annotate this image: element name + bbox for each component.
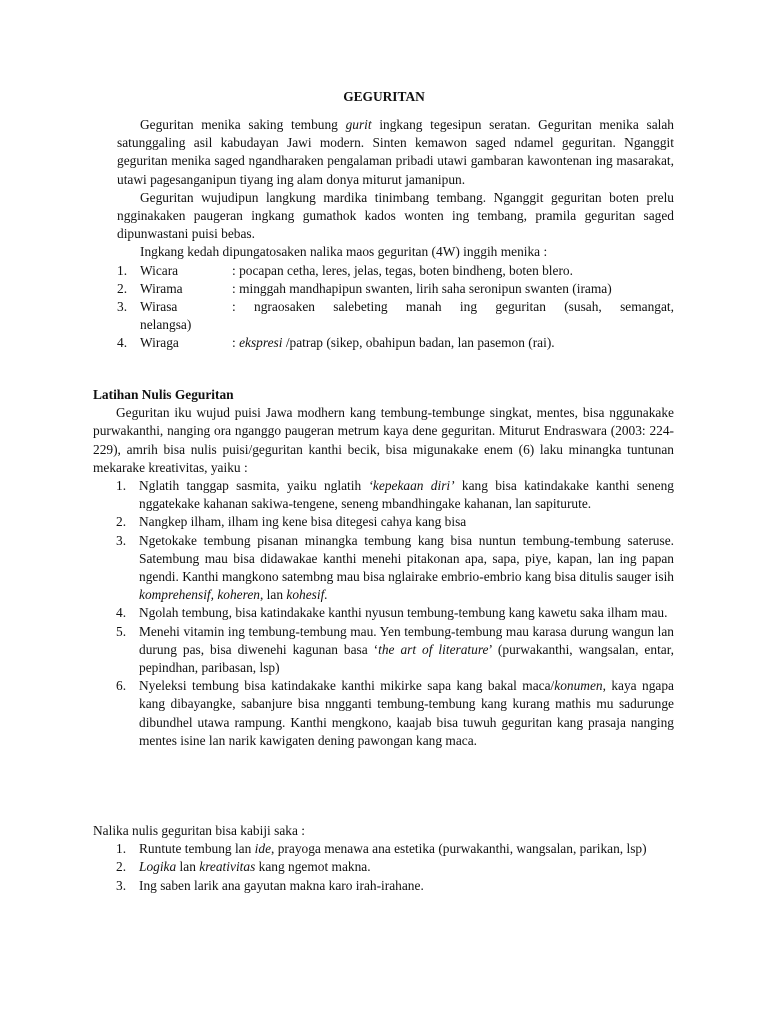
w-description: : pocapan cetha, leres, jelas, tegas, boten bindheng, boten blero. — [232, 262, 573, 278]
latihan-section — [93, 386, 674, 750]
list-number: 3. — [117, 299, 128, 315]
w-term: Wirama — [140, 280, 183, 296]
list-number: 2. — [117, 280, 128, 296]
w-description: : minggah mandhapipun swanten, lirih saha seronipun swanten (irama) — [232, 280, 612, 296]
list-item — [116, 877, 674, 895]
w-description — [232, 334, 674, 352]
nalika-intro: Nalika nulis geguritan bisa kabiji saka : — [93, 823, 305, 838]
w-list-item — [117, 280, 674, 298]
text-run: kang bisa katindakake kanthi seneng nggatekake kahanan sakiwa-tengene, seneng mbandhingake kahanan, lan sapiturute. — [139, 478, 674, 512]
italic-term: the art of literature — [378, 641, 489, 657]
w-list-item — [117, 334, 674, 352]
text-run: , lan — [259, 587, 287, 603]
text-run: ingkang tegesipun seratan. Geguritan menika salah satunggaling asil kabudayan Jawi modern. Sinten kemawon saged ndamel geguritan. Nganggit geguritan menika saged ngandharaken pengalaman pribadi utawi gambaran kawontenan ing masarakat, utawi pagesanganipun tiyang ing alam donya miturut jamanipun. — [117, 117, 675, 187]
list-number: 1. — [116, 478, 127, 494]
w-description-continuation: nelangsa) — [140, 317, 192, 333]
text-run: /patrap (sikep, obahipun badan, lan pasemon (rai). — [282, 335, 555, 351]
intro-paragraph-2: Geguritan wujudipun langkung mardika tinimbang tembang. Nganggit geguritan boten prelu ngginakaken paugeran ingkang gumathok kados wonten ing tembang, pramila geguritan saged dipunwastani puisi bebas. — [117, 189, 674, 242]
list-number: 4. — [117, 335, 128, 351]
list-item — [116, 840, 674, 858]
list-item — [116, 677, 674, 750]
w-list-item — [117, 298, 674, 316]
text-run: Menehi vitamin ing tembung-tembung mau. Yen tembung-tembung mau karasa durung wangun lan durung pas, bisa diwenehi kagunan basa ‘ — [139, 623, 674, 657]
text-run: : — [232, 335, 240, 351]
text-run: ’ (purwakanthi, wangsalan, entar, pepindhan, paribasan, lsp) — [139, 641, 675, 676]
list-item — [116, 477, 674, 513]
nalika-section — [93, 822, 674, 895]
text-run: Nglatih tanggap sasmita, yaiku nglatih — [139, 478, 369, 494]
text-run: Nyeleksi tembung bisa katindakake kanthi mikirke sapa kang bakal maca/ — [139, 678, 555, 694]
list-number: 1. — [117, 262, 128, 278]
list-number: 4. — [116, 605, 127, 621]
list-number: 6. — [116, 678, 127, 694]
italic-term: ‘kepekaan diri’ — [368, 478, 455, 494]
text-run: Ngetokake tembung pisanan minangka tembung kang bisa nuntun tembung-tembung sateruse. Satembung mau bisa didawakae kanthi menehi pitakonan apa, sapa, piye, kapan, lan ing papan ngendi. Kanthi mangkono satembng mau bisa nglairake embrio-embrio kang bisa ditulis sauger isih — [139, 532, 674, 585]
text-run: Ngolah tembung, bisa katindakake kanthi nyusun tembung-tembung kang kawetu saka ilham mau. — [139, 605, 668, 621]
list-number: 2. — [116, 514, 127, 530]
list-number: 3. — [116, 532, 127, 548]
italic-term: kreativitas — [199, 859, 256, 875]
list-number: 1. — [116, 841, 127, 857]
w-description: : ngraosaken salebeting manah ing geguritan (susah, semangat, — [232, 299, 674, 315]
italic-term: komprehensif, koheren — [139, 587, 260, 603]
intro-paragraph-3: Ingkang kedah dipungatosaken nalika maos geguritan (4W) inggih menika : — [140, 244, 548, 260]
text-run: kang ngemot makna. — [255, 859, 371, 875]
list-item — [116, 623, 674, 678]
italic-term: konumen — [554, 678, 603, 694]
w-term: Wiraga — [140, 335, 179, 351]
intro-section — [117, 116, 674, 353]
italic-term: kohesif. — [286, 587, 328, 603]
list-item — [116, 858, 674, 876]
w-term: Wirasa — [140, 299, 178, 315]
w-list-item — [117, 262, 674, 280]
text-run: Runtute tembung lan — [139, 841, 255, 857]
list-item — [116, 604, 674, 622]
text-run: , kaya ngapa kang dibayangke, sabanjure bisa nngganti tembung-tembung kang kurang mathis mu sadurunge dibundhel utawa rampung. Kanthi mengkono, kaajab bisa tuwuh geguritan kang prasaja nanging mentes isine lan narik kawigaten dening pawongan kang maca. — [139, 678, 674, 748]
list-number: 2. — [116, 859, 127, 875]
latihan-paragraph: Geguritan iku wujud puisi Jawa modhern kang tembung-tembunge singkat, mentes, bisa nggunakake purwakanthi, nanging ora nganggo paugeran metrum kaya dene geguritan. Miturut Endraswara (2003: 224-229), amrih bisa nulis puisi/geguritan kanthi becik, bisa migunakake enem (6) laku minangka tuntunan mekarake kreativitas, yaiku : — [93, 405, 674, 475]
list-item — [116, 532, 674, 605]
w-term: Wicara — [140, 262, 179, 278]
italic-term: gurit — [345, 117, 372, 132]
text-run: Nangkep ilham, ilham ing kene bisa ditegesi cahya kang bisa — [139, 514, 467, 530]
section-heading: Latihan Nulis Geguritan — [93, 387, 234, 402]
text-run: Ing saben larik ana gayutan makna karo irah-irahane. — [139, 877, 424, 893]
text-run: , prayoga menawa ana estetika (purwakanthi, wangsalan, parikan, lsp) — [271, 841, 647, 857]
list-item — [116, 513, 674, 531]
list-number: 3. — [116, 877, 127, 893]
text-run: Geguritan menika saking tembung — [140, 117, 346, 132]
italic-term: ekspresi — [239, 335, 283, 351]
italic-term: ide — [254, 841, 272, 857]
list-number: 5. — [116, 623, 127, 639]
page-title: GEGURITAN — [343, 89, 425, 104]
text-run: lan — [176, 859, 200, 875]
intro-paragraph-1 — [117, 116, 674, 189]
italic-term: Logika — [139, 859, 177, 875]
